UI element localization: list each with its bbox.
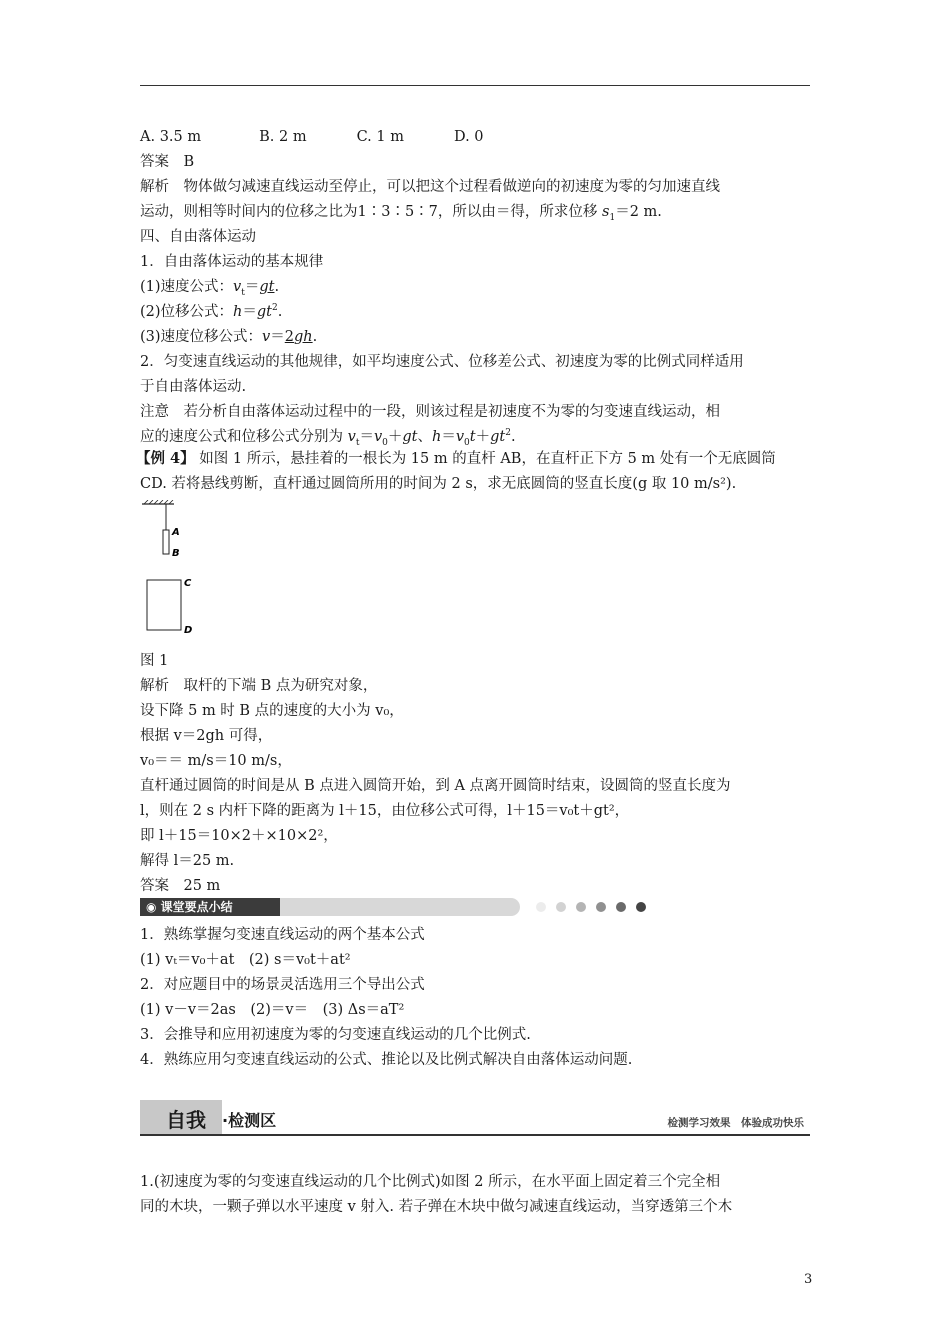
speed-displacement-formula: (3)速度位移公式：v＝2gh.: [140, 329, 318, 345]
example-4-line1: 【例 4】 如图 1 所示，悬挂着的一根长为 15 m 的直杆 AB，在直杆正下方 5 m 处有一个无底圆筒: [136, 450, 776, 467]
summary-item-4: 4．熟练应用匀变速直线运动的公式、推论以及比例式解决自由落体运动问题.: [140, 1052, 633, 1068]
solution-line-7: 即 l＋15＝10×2＋×10×2²，: [140, 828, 338, 844]
problem-1-line2: 同的木块，一颗子弹以水平速度 v 射入. 若子弹在木块中做匀减速直线运动，当穿透第三个木: [140, 1199, 733, 1215]
label-b: B: [172, 548, 180, 559]
section-tagline: 检测学习效果 体验成功快乐: [667, 1117, 804, 1129]
option-b: B. 2 m: [259, 129, 307, 145]
answer-options: [140, 127, 484, 147]
displacement-formula: (2)位移公式：$h=gt^2$.: [140, 303, 283, 320]
page-number: 3: [804, 1272, 813, 1287]
section-rule: [140, 1134, 810, 1136]
ceiling-hatching: [144, 500, 173, 504]
solution-line-4: v₀＝＝ m/s＝10 m/s，: [140, 753, 292, 769]
summary-item-2: 2．对应题目中的场景灵活选用三个导出公式: [140, 977, 425, 993]
decor-dot: [636, 902, 646, 912]
solution-line-6: l，则在 2 s 内杆下降的距离为 l＋15，由位移公式可得，l＋15＝v₀t＋gt²，: [140, 803, 630, 819]
label-c: C: [184, 578, 192, 589]
cylinder-cd: [147, 580, 181, 630]
section-title-sub: ·检测区: [222, 1111, 277, 1130]
problem-1-line1: 1.(初速度为零的匀变速直线运动的几个比例式)如图 2 所示，在水平面上固定着三个完全相: [140, 1174, 721, 1190]
figure-1-caption: 图 1: [140, 653, 169, 669]
example-4-line2: CD. 若将悬线剪断，直杆通过圆筒所用的时间为 2 s，求无底圆筒的竖直长度(g 取 10 m/s²).: [140, 476, 737, 492]
summary-bar: [140, 898, 520, 916]
note-line1: 注意 若分析自由落体运动过程中的一段，则该过程是初速度不为零的匀变速直线运动，相: [140, 404, 720, 420]
option-d: D. 0: [453, 129, 484, 145]
answer-1: 答案 B: [140, 154, 195, 170]
speed-formula: (1)速度公式：$v_t=gt$.: [140, 279, 280, 298]
self-check-header: [140, 1100, 810, 1136]
note-line2: 应的速度公式和位移公式分别为 $v_t=v_0+gt$、$h=v_0t+gt^2$.: [140, 428, 516, 448]
section-4-item-1: 1．自由落体运动的基本规律: [140, 254, 324, 270]
figure-1-diagram: [140, 500, 220, 640]
decor-dot: [596, 902, 606, 912]
solution-line-8: 解得 l＝25 m.: [140, 853, 235, 869]
analysis-1-line2: 运动，则相等时间内的位移之比为1∶3∶5∶7，所以由＝得，所求位移 $s_1=2$ m.: [140, 204, 662, 223]
decor-dot: [556, 902, 566, 912]
label-a: A: [172, 527, 180, 538]
example-4-tag: 【例 4】: [136, 450, 195, 467]
analysis-1-line1: 解析 物体做匀减速直线运动至停止，可以把这个过程看做逆向的初速度为零的匀加速直线: [140, 179, 720, 195]
section-title-main: 自我: [166, 1108, 206, 1132]
answer-4: 答案 25 m: [140, 878, 221, 894]
header-rule: [140, 85, 810, 86]
solution-line-1: 解析 取杆的下端 B 点为研究对象，: [140, 678, 378, 694]
summary-item-1: 1．熟练掌握匀变速直线运动的两个基本公式: [140, 927, 425, 943]
summary-bar-track: [280, 898, 520, 916]
decor-dot: [536, 902, 546, 912]
summary-item-1-formula: (1) vₜ＝v₀＋at (2) s＝v₀t＋at²: [140, 952, 351, 968]
solution-line-5: 直杆通过圆筒的时间是从 B 点进入圆筒开始，到 A 点离开圆筒时结束，设圆筒的竖直长度为: [140, 778, 731, 794]
solution-line-3: 根据 v＝2gh 可得，: [140, 728, 273, 744]
decor-dot: [616, 902, 626, 912]
solution-line-2: 设下降 5 m 时 B 点的速度的大小为 v₀，: [140, 703, 404, 719]
option-c: C. 1 m: [356, 129, 404, 145]
label-d: D: [184, 625, 193, 636]
section-4-item-2-line2: 于自由落体运动.: [140, 379, 247, 395]
section-4-item-2-line1: 2．匀变速直线运动的其他规律，如平均速度公式、位移差公式、初速度为零的比例式同样适用: [140, 354, 744, 370]
section-4-heading: 四、自由落体运动: [140, 229, 256, 245]
rod-ab: [163, 530, 169, 554]
summary-item-2-formula: (1) v－v＝2as (2)＝v＝ (3) Δs＝aT²: [140, 1002, 405, 1018]
option-a: A. 3.5 m: [140, 129, 202, 145]
summary-label: ◉ 课堂要点小结: [140, 898, 280, 916]
decor-dot: [576, 902, 586, 912]
summary-item-3: 3．会推导和应用初速度为零的匀变速直线运动的几个比例式.: [140, 1027, 531, 1043]
